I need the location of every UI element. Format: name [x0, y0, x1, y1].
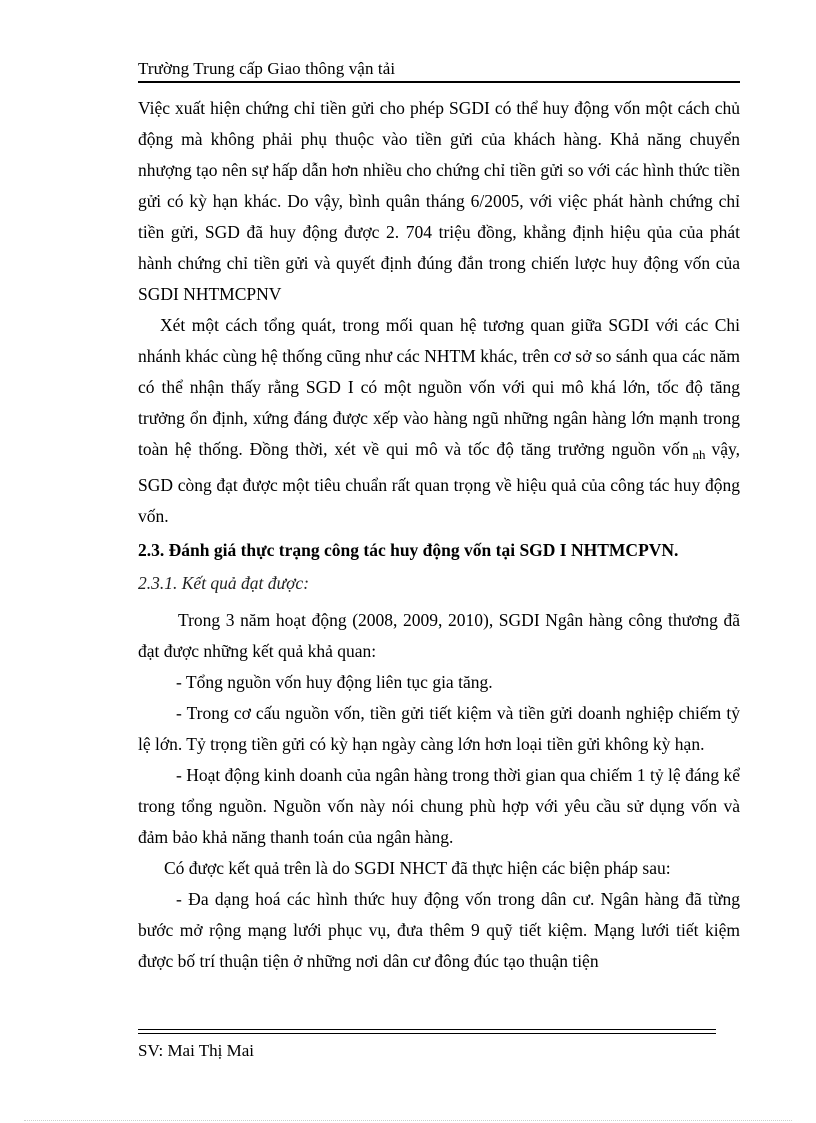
- paragraph-overview-text-b: vậy, SGD còng đạt được một tiêu chuẩn rất quan trọng về hiệu quả của công tác huy động vốn.: [138, 439, 740, 526]
- footer-rule: [138, 1033, 716, 1034]
- subsection-heading: 2.3.1. Kết quả đạt được:: [138, 573, 310, 593]
- page-footer: SV: Mai Thị Mai: [138, 1041, 255, 1060]
- paragraph-results: Trong 3 năm hoạt động (2008, 2009, 2010), SGDI Ngân hàng công thương đã đạt được những kết quả khả quan:: [138, 610, 740, 661]
- document-body: [138, 93, 740, 977]
- header-rule: [138, 81, 740, 83]
- subscript-fragment: nh: [692, 447, 706, 462]
- paragraph-overview-text-a: Xét một cách tổng quát, trong mối quan hệ tương quan giữa SGDI với các Chi nhánh khác cùng hệ thống cũng như các NHTM khác, trên cơ sở so sánh qua các năm có thể nhận thấy rằng SGD I có một nguồn vốn với qui mô khá lớn, tốc độ tăng trưởng ổn định, xứng đáng được xếp vào hàng ngũ những ngân hàng lớn mạnh trong toàn hệ thống. Đồng thời, xét về qui mô và tốc độ tăng trưởng nguồn vốn: [138, 315, 740, 459]
- bullet-item: - Hoạt động kinh doanh của ngân hàng trong thời gian qua chiếm 1 tỷ lệ đáng kể trong tổng nguồn. Nguồn vốn này nói chung phù hợp với yêu cầu sử dụng vốn và đảm bảo khả năng thanh toán của ngân hàng.: [138, 765, 740, 847]
- bullet-item: - Đa dạng hoá các hình thức huy động vốn trong dân cư. Ngân hàng đã từng bước mở rộng mạng lưới phục vụ, đưa thêm 9 quỹ tiết kiệm. Mạng lưới tiết kiệm được bố trí thuận tiện ở những nơi dân cư đông đúc tạo thuận tiện: [138, 889, 740, 971]
- paragraph-overview: [138, 310, 740, 532]
- page-header: Trường Trung cấp Giao thông vận tải: [138, 59, 396, 78]
- paragraph-certificates: Việc xuất hiện chứng chỉ tiền gửi cho phép SGDI có thể huy động vốn một cách chủ động mà không phải phụ thuộc vào tiền gửi của khách hàng. Khả năng chuyển nhượng tạo nên sự hấp dẫn hơn nhiều cho chứng chỉ tiền gửi so với các hình thức tiền gửi có kỳ hạn khác. Do vậy, bình quân tháng 6/2005, với việc phát hành chứng chỉ tiền gửi, SGD đã huy động được 2. 704 triệu đồng, khẳng định hiệu qủa của phát hành chứng chỉ tiền gửi và quyết định đúng đắn trong chiến lược huy động vốn của SGDI NHTMCPNV: [138, 98, 740, 304]
- page-edge-divider: [24, 1120, 792, 1121]
- bullet-item: - Trong cơ cấu nguồn vốn, tiền gửi tiết kiệm và tiền gửi doanh nghiệp chiếm tỷ lệ lớn. Tỷ trọng tiền gửi có kỳ hạn ngày càng lớn hơn loại tiền gửi không kỳ hạn.: [138, 703, 740, 754]
- section-heading: 2.3. Đánh giá thực trạng công tác huy động vốn tại SGD I NHTMCPVN.: [138, 540, 679, 560]
- bullet-item: - Tổng nguồn vốn huy động liên tục gia tăng.: [176, 672, 493, 692]
- paragraph-measures: Có được kết quả trên là do SGDI NHCT đã thực hiện các biện pháp sau:: [164, 858, 671, 878]
- footer-rule: [138, 1029, 716, 1030]
